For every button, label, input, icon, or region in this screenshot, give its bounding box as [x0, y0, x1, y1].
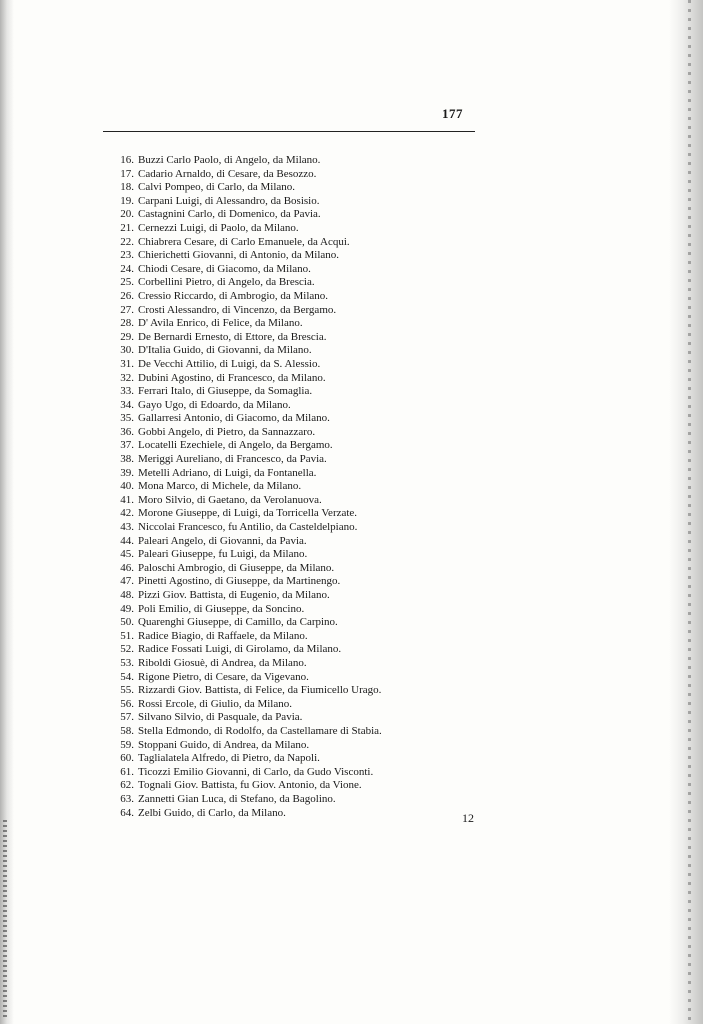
list-item: [112, 630, 452, 644]
list-item: [112, 521, 452, 535]
entry-text: Rossi Ercole, di Giulio, da Milano.: [138, 697, 292, 710]
entry-text: D' Avila Enrico, di Felice, da Milano.: [138, 317, 303, 330]
entry-number: 44.: [120, 534, 134, 547]
entry-text: Rigone Pietro, di Cesare, da Vigevano.: [138, 670, 309, 683]
entry-number: 34.: [120, 398, 134, 411]
entry-text: Radice Fossati Luigi, di Girolamo, da Milano.: [138, 643, 342, 656]
entry-number: 60.: [120, 752, 134, 765]
entry-number: 32.: [120, 371, 134, 384]
entry-text: Ticozzi Emilio Giovanni, di Carlo, da Gudo Visconti.: [138, 765, 374, 778]
entry-text: Metelli Adriano, di Luigi, da Fontanella.: [138, 466, 317, 479]
entry-text: Ferrari Italo, di Giuseppe, da Somaglia.: [138, 385, 313, 398]
list-item: [112, 439, 452, 453]
entry-text: Carpani Luigi, di Alessandro, da Bosisio.: [138, 194, 320, 207]
entry-text: Cadario Arnaldo, di Cesare, da Besozzo.: [138, 167, 317, 180]
list-item: [112, 494, 452, 508]
entry-text: Locatelli Ezechiele, di Angelo, da Bergamo.: [138, 439, 333, 452]
entry-text: Moro Silvio, di Gaetano, da Verolanuova.: [138, 493, 322, 506]
entry-text: Gayo Ugo, di Edoardo, da Milano.: [138, 398, 291, 411]
entry-text: Chierichetti Giovanni, di Antonio, da Milano.: [138, 249, 340, 262]
entry-number: 53.: [120, 656, 134, 669]
list-item: [112, 344, 452, 358]
list-item: [112, 562, 452, 576]
list-item: [112, 154, 452, 168]
entry-text: Castagnini Carlo, di Domenico, da Pavia.: [138, 208, 321, 221]
list-item: [112, 181, 452, 195]
entry-number: 27.: [120, 303, 134, 316]
list-item: [112, 358, 452, 372]
list-item: [112, 643, 452, 657]
list-item: [112, 385, 452, 399]
list-item: [112, 671, 452, 685]
entry-text: Pizzi Giov. Battista, di Eugenio, da Milano.: [138, 589, 330, 601]
entry-text: Zannetti Gian Luca, di Stefano, da Bagolino.: [138, 792, 336, 805]
entry-number: 20.: [120, 208, 134, 221]
entry-number: 16.: [120, 154, 134, 166]
entry-text: Quarenghi Giuseppe, di Camillo, da Carpino.: [138, 616, 338, 629]
header-rule: [103, 131, 475, 132]
list-item: [112, 793, 452, 807]
list-item: [112, 168, 452, 182]
entry-number: 23.: [120, 249, 134, 262]
entry-text: Calvi Pompeo, di Carlo, da Milano.: [138, 181, 296, 194]
list-item: [112, 752, 452, 766]
entry-text: Niccolai Francesco, fu Antilio, da Casteldelpiano.: [138, 521, 358, 534]
entry-text: Dubini Agostino, di Francesco, da Milano.: [138, 371, 326, 384]
entry-text: Gobbi Angelo, di Pietro, da Sannazzaro.: [138, 425, 316, 438]
list-item: [112, 208, 452, 222]
list-item: [112, 589, 452, 603]
entry-text: Tognali Giov. Battista, fu Giov. Antonio, da Vione.: [138, 779, 362, 792]
entry-number: 50.: [120, 616, 134, 629]
entry-text: Meriggi Aureliano, di Francesco, da Pavia.: [138, 453, 327, 466]
list-item: [112, 304, 452, 318]
entry-text: Paleari Giuseppe, fu Luigi, da Milano.: [138, 548, 308, 561]
list-item: [112, 711, 452, 725]
list-item: [112, 616, 452, 630]
entry-number: 39.: [120, 466, 134, 479]
list-item: [112, 548, 452, 562]
entry-text: Gallarresi Antonio, di Giacomo, da Milano.: [138, 412, 330, 425]
entry-number: 30.: [120, 344, 134, 357]
list-item: [112, 222, 452, 236]
entry-text: Cressio Riccardo, di Ambrogio, da Milano.: [138, 289, 329, 302]
entry-number: 17.: [120, 167, 134, 180]
list-item: [112, 453, 452, 467]
entry-number: 62.: [120, 779, 134, 792]
entry-number: 41.: [120, 493, 134, 506]
entry-text: Buzzi Carlo Paolo, di Angelo, da Milano.: [138, 154, 321, 166]
entry-number: 49.: [120, 602, 134, 615]
entry-text: Zelbi Guido, di Carlo, da Milano.: [138, 806, 286, 819]
entry-text: Paloschi Ambrogio, di Giuseppe, da Milano.: [138, 561, 335, 574]
list-item: [112, 276, 452, 290]
entry-text: Radice Biagio, di Raffaele, da Milano.: [138, 629, 308, 642]
entry-number: 54.: [120, 670, 134, 683]
entry-text: Stella Edmondo, di Rodolfo, da Castellamare di Stabia.: [138, 724, 382, 737]
entry-number: 52.: [120, 643, 134, 656]
entry-number: 21.: [120, 221, 134, 234]
entry-number: 46.: [120, 561, 134, 574]
list-item: [112, 507, 452, 521]
entry-number: 63.: [120, 792, 134, 805]
entry-text: Chiodi Cesare, di Giacomo, da Milano.: [138, 262, 311, 275]
entry-text: Silvano Silvio, di Pasquale, da Pavia.: [138, 711, 303, 724]
entry-number: 55.: [120, 684, 134, 697]
entry-number: 37.: [120, 439, 134, 452]
list-item: [112, 575, 452, 589]
entry-text: Crosti Alessandro, di Vincenzo, da Bergamo.: [138, 303, 337, 316]
entry-text: Mona Marco, di Michele, da Milano.: [138, 480, 302, 493]
list-item: [112, 779, 452, 793]
list-item: [112, 317, 452, 331]
entry-text: D'Italia Guido, di Giovanni, da Milano.: [138, 344, 312, 357]
entry-text: Paleari Angelo, di Giovanni, da Pavia.: [138, 534, 307, 547]
entry-text: Corbellini Pietro, di Angelo, da Brescia.: [138, 276, 315, 289]
list-item: [112, 725, 452, 739]
list-item: [112, 657, 452, 671]
entry-number: 33.: [120, 385, 134, 398]
entry-text: Chiabrera Cesare, di Carlo Emanuele, da Acqui.: [138, 235, 350, 248]
entry-number: 31.: [120, 357, 134, 370]
entry-text: Poli Emilio, di Giuseppe, da Soncino.: [138, 602, 305, 615]
list-item: [112, 290, 452, 304]
page-right-edge: [669, 0, 703, 1024]
entry-number: 28.: [120, 317, 134, 330]
entry-number: 45.: [120, 548, 134, 561]
entry-text: Pinetti Agostino, di Giuseppe, da Martinengo.: [138, 575, 341, 588]
entry-text: De Bernardi Ernesto, di Ettore, da Brescia.: [138, 330, 327, 343]
list-item: [112, 426, 452, 440]
entry-number: 48.: [120, 589, 134, 601]
entry-number: 29.: [120, 330, 134, 343]
entry-number: 38.: [120, 453, 134, 466]
entry-number: 59.: [120, 738, 134, 751]
entry-text: De Vecchi Attilio, di Luigi, da S. Alessio.: [138, 357, 321, 370]
entry-number: 35.: [120, 412, 134, 425]
entry-number: 24.: [120, 262, 134, 275]
entry-text: Stoppani Guido, di Andrea, da Milano.: [138, 738, 310, 751]
entry-number: 58.: [120, 724, 134, 737]
entry-text: Riboldi Giosuè, di Andrea, da Milano.: [138, 656, 307, 669]
entry-text: Rizzardi Giov. Battista, di Felice, da Fiumicello Urago.: [138, 684, 382, 697]
list-item: [112, 372, 452, 386]
signature-mark: 12: [462, 811, 474, 825]
list-item: [112, 399, 452, 413]
list-item: [112, 467, 452, 481]
entry-number: 42.: [120, 507, 134, 520]
list-item: [112, 684, 452, 698]
entry-number: 43.: [120, 521, 134, 534]
list-item: [112, 739, 452, 753]
list-item: [112, 331, 452, 345]
list-item: [112, 766, 452, 780]
entry-number: 19.: [120, 194, 134, 207]
list-item: [112, 412, 452, 426]
entry-number: 18.: [120, 181, 134, 194]
entry-text: Cernezzi Luigi, di Paolo, da Milano.: [138, 221, 299, 234]
name-list: [112, 154, 452, 820]
list-item: [112, 195, 452, 209]
list-item: [112, 603, 452, 617]
entry-number: 51.: [120, 629, 134, 642]
page-left-edge: [0, 0, 14, 1024]
entry-number: 47.: [120, 575, 134, 588]
entry-number: 40.: [120, 480, 134, 493]
entry-number: 25.: [120, 276, 134, 289]
entry-text: Taglialatela Alfredo, di Pietro, da Napoli.: [138, 752, 320, 765]
list-item: [112, 535, 452, 549]
list-item: [112, 698, 452, 712]
page-number: 177: [442, 106, 463, 121]
entry-number: 64.: [120, 806, 134, 819]
list-item: [112, 236, 452, 250]
list-item: [112, 263, 452, 277]
entry-number: 56.: [120, 697, 134, 710]
entry-text: Morone Giuseppe, di Luigi, da Torricella Verzate.: [138, 507, 358, 520]
entry-number: 61.: [120, 765, 134, 778]
entry-number: 22.: [120, 235, 134, 248]
list-item: [112, 480, 452, 494]
list-item: [112, 249, 452, 263]
entry-number: 26.: [120, 289, 134, 302]
entry-number: 36.: [120, 425, 134, 438]
list-item: [112, 807, 452, 821]
entry-number: 57.: [120, 711, 134, 724]
